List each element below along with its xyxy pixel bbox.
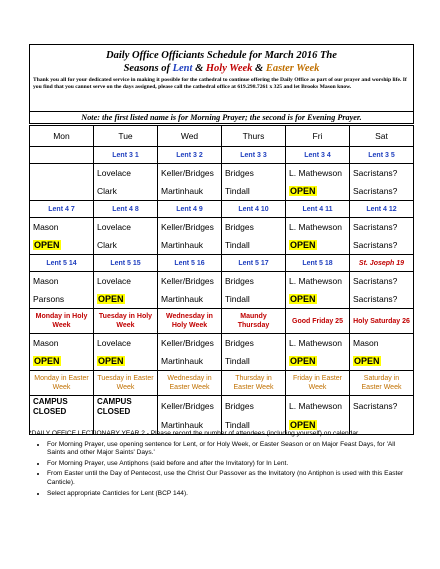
date-label: Lent 4 11 bbox=[286, 201, 350, 218]
evening-officiant-row bbox=[30, 290, 414, 309]
morning-officiant-cell bbox=[158, 218, 222, 237]
lectionary-note: *DAILY OFFICE LECTIONARY YEAR 2 - Please record the number of attendees (including yourself) on calendar. bbox=[29, 430, 360, 437]
intro-text: Thank you all for your dedicated service in making it possible for the cathedral to continue offering the Daily Office as part of our prayer and worship life. If you find that you cannot serve on the days assigned, please call the cathedral office at 619.298.7261 x 325 and let Brooks Mason know. bbox=[33, 77, 407, 90]
evening-officiant-cell bbox=[350, 182, 414, 201]
day-header-row bbox=[30, 126, 414, 147]
open-slot: OPEN bbox=[98, 294, 124, 304]
date-label: Wednesday in Easter Week bbox=[158, 371, 222, 396]
officiant-name: Bridges bbox=[225, 222, 254, 232]
officiant-name: Keller/Bridges bbox=[161, 401, 214, 411]
morning-officiant-cell bbox=[94, 272, 158, 291]
evening-officiant-cell bbox=[286, 352, 350, 371]
date-label: Lent 5 17 bbox=[222, 255, 286, 272]
officiant-name: Lovelace bbox=[97, 168, 132, 178]
date-label: Lent 3 5 bbox=[350, 147, 414, 164]
morning-officiant-cell bbox=[94, 218, 158, 237]
date-label: Lent 3 4 bbox=[286, 147, 350, 164]
officiant-name: Martinhauk bbox=[161, 240, 204, 250]
officiant-name: Martinhauk bbox=[161, 186, 204, 196]
evening-officiant-cell bbox=[222, 290, 286, 309]
title-lent: Lent bbox=[172, 63, 193, 74]
morning-officiant-cell bbox=[286, 218, 350, 237]
morning-officiant-cell bbox=[222, 396, 286, 417]
date-label: Lent 4 9 bbox=[158, 201, 222, 218]
instruction-item: • For Morning Prayer, use opening sentence for Lent, or for Holy Week, or Easter Season or on Major Feast Days, for 'All Saints and other Major Saints' Days.' bbox=[47, 441, 414, 458]
officiant-name: Bridges bbox=[225, 168, 254, 178]
open-slot: OPEN bbox=[34, 240, 60, 250]
date-label: Lent 5 16 bbox=[158, 255, 222, 272]
date-label: Tuesday in Holy Week bbox=[94, 309, 158, 334]
morning-officiant-row bbox=[30, 218, 414, 237]
open-slot: OPEN bbox=[34, 356, 60, 366]
morning-officiant-row bbox=[30, 164, 414, 183]
morning-officiant-cell bbox=[94, 164, 158, 183]
date-label: Lent 4 7 bbox=[30, 201, 94, 218]
title-easter-week: Easter Week bbox=[265, 63, 320, 74]
officiant-name: Keller/Bridges bbox=[161, 276, 214, 286]
morning-officiant-cell bbox=[158, 164, 222, 183]
evening-officiant-cell bbox=[30, 352, 94, 371]
date-label: Friday in Easter Week bbox=[286, 371, 350, 396]
date-label: Lent 5 15 bbox=[94, 255, 158, 272]
date-label: Holy Saturday 26 bbox=[350, 309, 414, 334]
day-header: Mon bbox=[30, 126, 94, 147]
officiant-name: Bridges bbox=[225, 401, 254, 411]
evening-officiant-cell bbox=[222, 236, 286, 255]
morning-officiant-row bbox=[30, 396, 414, 417]
morning-officiant-cell bbox=[94, 396, 158, 417]
instruction-item: • Select appropriate Canticles for Lent (BCP 144). bbox=[47, 490, 414, 499]
officiant-name: Martinhauk bbox=[161, 294, 204, 304]
evening-officiant-cell bbox=[350, 236, 414, 255]
officiant-name: Tindall bbox=[225, 186, 250, 196]
schedule-body bbox=[30, 147, 414, 435]
officiant-name: Clark bbox=[97, 186, 117, 196]
morning-officiant-cell bbox=[30, 396, 94, 417]
morning-officiant-cell bbox=[350, 396, 414, 417]
morning-officiant-cell bbox=[30, 272, 94, 291]
officiant-name: Sacristans? bbox=[353, 222, 398, 232]
officiant-name: Keller/Bridges bbox=[161, 338, 214, 348]
officiant-name: L. Mathewson bbox=[289, 168, 342, 178]
morning-officiant-cell bbox=[222, 272, 286, 291]
date-label: Lent 5 18 bbox=[286, 255, 350, 272]
instructions-list bbox=[29, 441, 414, 499]
date-label: Monday in Easter Week bbox=[30, 371, 94, 396]
officiant-name: Sacristans? bbox=[353, 276, 398, 286]
date-label: Wednesday in Holy Week bbox=[158, 309, 222, 334]
title-amp-1: & bbox=[192, 63, 206, 74]
date-label: Lent 5 14 bbox=[30, 255, 94, 272]
date-label: Lent 3 1 bbox=[94, 147, 158, 164]
title-amp-2: & bbox=[252, 63, 266, 74]
date-label: Lent 4 8 bbox=[94, 201, 158, 218]
officiant-name: Mason bbox=[353, 338, 379, 348]
officiant-name: Tindall bbox=[225, 294, 250, 304]
morning-officiant-cell bbox=[222, 334, 286, 353]
footer-notes bbox=[29, 430, 414, 500]
title-holy-week: Holy Week bbox=[205, 63, 253, 74]
morning-officiant-cell bbox=[30, 218, 94, 237]
officiant-name: Tindall bbox=[225, 356, 250, 366]
title-prefix: Seasons of bbox=[123, 63, 173, 74]
evening-officiant-cell bbox=[158, 290, 222, 309]
officiant-name: Sacristans? bbox=[353, 401, 398, 411]
evening-officiant-cell bbox=[30, 182, 94, 201]
instruction-item: • From Easter until the Day of Pentecost, use the Christ Our Passover as the Invitatory (no Antiphon is used with this Easter Canticle). bbox=[47, 470, 414, 487]
evening-officiant-cell bbox=[158, 352, 222, 371]
evening-officiant-cell bbox=[286, 290, 350, 309]
date-label: Lent 3 3 bbox=[222, 147, 286, 164]
evening-officiant-cell bbox=[94, 182, 158, 201]
date-label-row bbox=[30, 371, 414, 396]
open-slot: OPEN bbox=[290, 240, 316, 250]
evening-officiant-cell bbox=[158, 182, 222, 201]
evening-officiant-cell bbox=[158, 236, 222, 255]
evening-officiant-cell bbox=[286, 182, 350, 201]
officiant-name: L. Mathewson bbox=[289, 222, 342, 232]
date-label: Lent 4 10 bbox=[222, 201, 286, 218]
date-label-row bbox=[30, 255, 414, 272]
morning-officiant-cell bbox=[94, 334, 158, 353]
morning-officiant-cell bbox=[30, 334, 94, 353]
open-slot: OPEN bbox=[290, 186, 316, 196]
date-label-row bbox=[30, 201, 414, 218]
campus-closed: CAMPUS CLOSED bbox=[97, 397, 132, 416]
morning-officiant-cell bbox=[350, 272, 414, 291]
open-slot: OPEN bbox=[354, 356, 380, 366]
morning-officiant-row bbox=[30, 272, 414, 291]
date-label: Thursday in Easter Week bbox=[222, 371, 286, 396]
officiant-name: Martinhauk bbox=[161, 420, 204, 430]
campus-closed: CAMPUS CLOSED bbox=[33, 397, 68, 416]
open-slot: OPEN bbox=[290, 420, 316, 430]
morning-officiant-cell bbox=[350, 164, 414, 183]
officiant-name: Sacristans? bbox=[353, 294, 398, 304]
date-label: Good Friday 25 bbox=[286, 309, 350, 334]
officiant-name: Bridges bbox=[225, 276, 254, 286]
instruction-item: • For Morning Prayer, use Antiphons (said before and after the Invitatory) for In Lent. bbox=[47, 460, 414, 469]
morning-officiant-cell bbox=[30, 164, 94, 183]
officiant-name: Bridges bbox=[225, 338, 254, 348]
date-label: Monday in Holy Week bbox=[30, 309, 94, 334]
officiant-name: Sacristans? bbox=[353, 168, 398, 178]
officiant-name: Keller/Bridges bbox=[161, 222, 214, 232]
day-header: Fri bbox=[286, 126, 350, 147]
morning-officiant-cell bbox=[222, 218, 286, 237]
day-header: Thurs bbox=[222, 126, 286, 147]
evening-officiant-cell bbox=[94, 290, 158, 309]
schedule-table bbox=[29, 125, 414, 435]
officiant-name: Mason bbox=[33, 222, 59, 232]
officiant-name: Parsons bbox=[33, 294, 65, 304]
officiant-name: Keller/Bridges bbox=[161, 168, 214, 178]
morning-officiant-cell bbox=[286, 396, 350, 417]
date-label-row bbox=[30, 147, 414, 164]
evening-officiant-row bbox=[30, 352, 414, 371]
officiant-name: Lovelace bbox=[97, 276, 132, 286]
date-label: Lent 4 12 bbox=[350, 201, 414, 218]
schedule-header bbox=[29, 44, 414, 124]
morning-officiant-cell bbox=[158, 272, 222, 291]
day-header: Sat bbox=[350, 126, 414, 147]
officiant-name: Tindall bbox=[225, 240, 250, 250]
evening-officiant-cell bbox=[222, 352, 286, 371]
morning-officiant-cell bbox=[286, 164, 350, 183]
officiant-name: Mason bbox=[33, 338, 59, 348]
officiant-name: L. Mathewson bbox=[289, 401, 342, 411]
officiant-name: Lovelace bbox=[97, 222, 132, 232]
morning-officiant-cell bbox=[350, 334, 414, 353]
date-label: Lent 3 2 bbox=[158, 147, 222, 164]
date-label bbox=[30, 147, 94, 164]
evening-officiant-row bbox=[30, 182, 414, 201]
officiant-name: Lovelace bbox=[97, 338, 132, 348]
officiant-name: Clark bbox=[97, 240, 117, 250]
officiant-name: L. Mathewson bbox=[289, 276, 342, 286]
evening-officiant-cell bbox=[30, 290, 94, 309]
officiant-name: Martinhauk bbox=[161, 356, 204, 366]
morning-officiant-cell bbox=[286, 272, 350, 291]
evening-officiant-cell bbox=[222, 182, 286, 201]
evening-officiant-cell bbox=[286, 236, 350, 255]
date-label: Maundy Thursday bbox=[222, 309, 286, 334]
evening-officiant-cell bbox=[30, 236, 94, 255]
evening-officiant-cell bbox=[350, 352, 414, 371]
officiant-name: Tindall bbox=[225, 420, 250, 430]
date-label: St. Joseph 19 bbox=[350, 255, 414, 272]
evening-officiant-cell bbox=[94, 352, 158, 371]
open-slot: OPEN bbox=[98, 356, 124, 366]
day-header: Wed bbox=[158, 126, 222, 147]
officiant-name: Mason bbox=[33, 276, 59, 286]
date-label: Tuesday in Easter Week bbox=[94, 371, 158, 396]
open-slot: OPEN bbox=[290, 294, 316, 304]
morning-officiant-cell bbox=[158, 334, 222, 353]
evening-officiant-cell bbox=[350, 290, 414, 309]
morning-officiant-row bbox=[30, 334, 414, 353]
evening-officiant-cell bbox=[94, 236, 158, 255]
officiant-name: Sacristans? bbox=[353, 186, 398, 196]
morning-officiant-cell bbox=[158, 396, 222, 417]
evening-officiant-row bbox=[30, 236, 414, 255]
morning-officiant-cell bbox=[350, 218, 414, 237]
title-line-1: Daily Office Officiants Schedule for March 2016 The bbox=[106, 50, 337, 61]
morning-officiant-cell bbox=[222, 164, 286, 183]
schedule-note: Note: the first listed name is for Morning Prayer; the second is for Evening Prayer. bbox=[30, 111, 413, 123]
officiant-name: Sacristans? bbox=[353, 240, 398, 250]
day-header: Tue bbox=[94, 126, 158, 147]
date-label: Saturday in Easter Week bbox=[350, 371, 414, 396]
morning-officiant-cell bbox=[286, 334, 350, 353]
officiant-name: L. Mathewson bbox=[289, 338, 342, 348]
open-slot: OPEN bbox=[290, 356, 316, 366]
title-line-2 bbox=[30, 62, 413, 75]
date-label-row bbox=[30, 309, 414, 334]
